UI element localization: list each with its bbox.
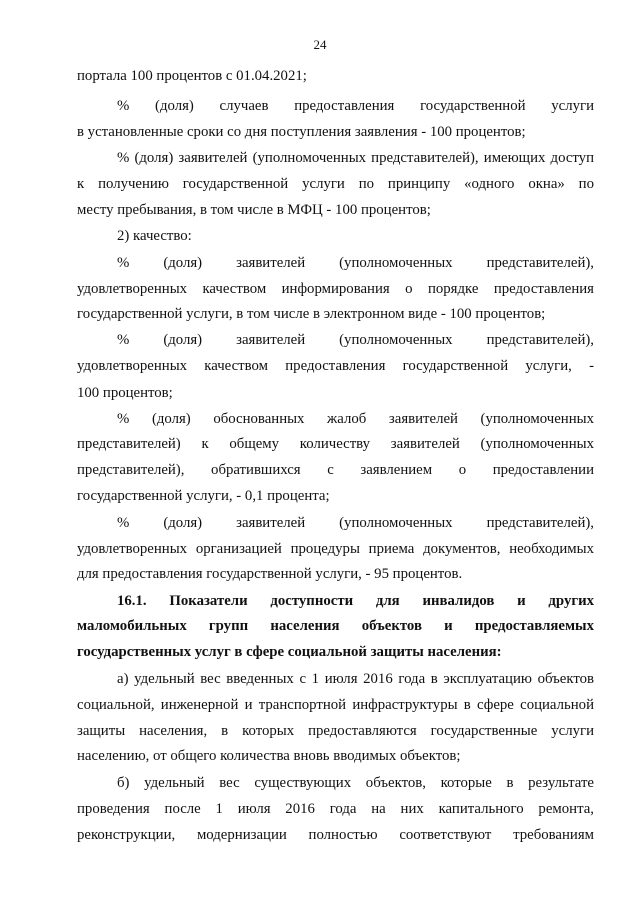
text-line: государственной услуги, - 0,1 процента; <box>77 488 330 504</box>
text-line: представителей), обратившихся с заявлением о предоставлении <box>77 462 594 478</box>
text-line: удовлетворенных качеством предоставления государственной услуги, - <box>77 358 594 374</box>
page-number: 24 <box>313 37 327 52</box>
text-line: месту пребывания, в том числе в МФЦ - 100 процентов; <box>77 202 431 218</box>
text-line: представителей) к общему количеству заявителей (уполномоченных <box>77 436 594 452</box>
text-line: реконструкции, модернизации полностью соответствуют требованиям <box>77 827 594 843</box>
text-line: государственной услуги, в том числе в электронном виде - 100 процентов; <box>77 306 546 322</box>
text-line: проведения после 1 июля 2016 года на них капитального ремонта, <box>77 801 594 817</box>
text-line: портала 100 процентов с 01.04.2021; <box>77 68 307 84</box>
text-line: для предоставления государственной услуги, - 95 процентов. <box>77 566 463 582</box>
section-heading-line: 16.1. Показатели доступности для инвалидов и других <box>117 593 594 609</box>
text-line: б) удельный вес существующих объектов, которые в результате <box>117 775 594 791</box>
text-line: % (доля) заявителей (уполномоченных представителей), имеющих доступ <box>117 150 594 166</box>
text-line: 100 процентов; <box>77 385 173 401</box>
text-line: удовлетворенных качеством информирования о порядке предоставления <box>77 281 594 297</box>
text-line: % (доля) случаев предоставления государственной услуги <box>117 98 594 114</box>
section-heading-line: маломобильных групп населения объектов и предоставляемых <box>77 618 594 634</box>
text-line: населению, от общего количества вновь вводимых объектов; <box>77 748 461 764</box>
text-line: а) удельный вес введенных с 1 июля 2016 года в эксплуатацию объектов <box>117 671 594 687</box>
text-line: удовлетворенных организацией процедуры приема документов, необходимых <box>77 541 594 557</box>
text-line: к получению государственной услуги по принципу «одного окна» по <box>77 176 594 192</box>
text-line: % (доля) заявителей (уполномоченных представителей), <box>117 515 594 531</box>
text-line: защиты населения, в которых предоставляются государственные услуги <box>77 723 594 739</box>
text-line: 2) качество: <box>117 228 192 244</box>
section-heading-line: государственных услуг в сфере социальной защиты населения: <box>77 644 502 660</box>
text-line: % (доля) обоснованных жалоб заявителей (уполномоченных <box>117 411 594 427</box>
text-line: % (доля) заявителей (уполномоченных представителей), <box>117 255 594 271</box>
text-line: в установленные сроки со дня поступления заявления - 100 процентов; <box>77 124 526 140</box>
text-line: % (доля) заявителей (уполномоченных представителей), <box>117 332 594 348</box>
text-line: социальной, инженерной и транспортной инфраструктуры в сфере социальной <box>77 697 594 713</box>
